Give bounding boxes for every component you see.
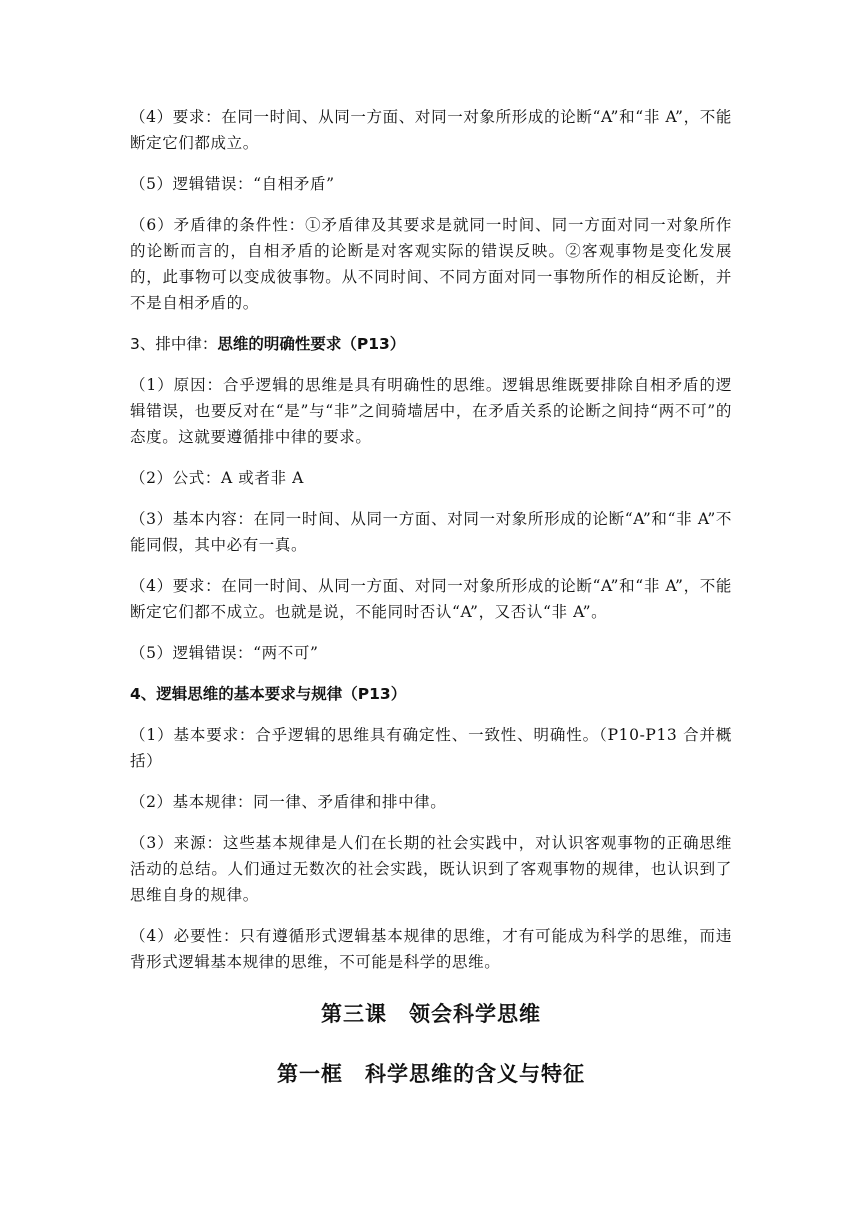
section-heading-3-number: 3、排中律： — [130, 335, 218, 353]
section-heading-3 — [130, 331, 732, 357]
paragraph-necessity-4: （4）必要性：只有遵循形式逻辑基本规律的思维，才有可能成为科学的思维，而违背形式逻辑基本规律的思维，不可能是科学的思维。 — [130, 927, 732, 971]
paragraph-formula-2: （2）公式：A 或者非 A — [130, 469, 304, 487]
paragraph-reason-1: （1）原因：合乎逻辑的思维是具有明确性的思维。逻辑思维既要排除自相矛盾的逻辑错误，也要反对在“是”与“非”之间骑墙居中，在矛盾关系的论断之间持“两不可”的态度。这就要遵循排中律的要求。 — [130, 376, 732, 446]
section-heading-3-text: 思维的明确性要求（P13） — [217, 335, 406, 353]
paragraph-basic-requirement-1: （1）基本要求：合乎逻辑的思维具有确定性、一致性、明确性。（P10-P13 合并概括） — [130, 726, 732, 770]
section-heading-4-text: 4、逻辑思维的基本要求与规律（P13） — [130, 685, 407, 703]
paragraph-logic-error-5: （5）逻辑错误：“自相矛盾” — [130, 175, 335, 193]
paragraph-requirement-4: （4）要求：在同一时间、从同一方面、对同一对象所形成的论断“A”和“非 A”，不能断定它们都成立。 — [130, 108, 732, 152]
paragraph-content-3: （3）基本内容：在同一时间、从同一方面、对同一对象所形成的论断“A”和“非 A”不能同假，其中必有一真。 — [130, 510, 732, 554]
section-heading-4 — [130, 681, 732, 707]
paragraph-requirement-4b: （4）要求：在同一时间、从同一方面、对同一对象所形成的论断“A”和“非 A”，不能断定它们都不成立。也就是说，不能同时否认“A”，又否认“非 A”。 — [130, 577, 732, 621]
paragraph-source-3: （3）来源：这些基本规律是人们在长期的社会实践中，对认识客观事物的正确思维活动的总结。人们通过无数次的社会实践，既认识到了客观事物的规律，也认识到了思维自身的规律。 — [130, 834, 732, 904]
paragraph-conditionality-6: （6）矛盾律的条件性：①矛盾律及其要求是就同一时间、同一方面对同一对象所作的论断而言的，自相矛盾的论断是对客观实际的错误反映。②客观事物是变化发展的，此事物可以变成彼事物。从不同时间、不同方面对同一事物所作的相反论断，并不是自相矛盾的。 — [130, 216, 732, 312]
frame-title: 第一框 科学思维的含义与特征 — [277, 1062, 585, 1086]
paragraph-basic-law-2: （2）基本规律：同一律、矛盾律和排中律。 — [130, 793, 447, 811]
paragraph-logic-error-5b: （5）逻辑错误：“两不可” — [130, 644, 319, 662]
lesson-title: 第三课 领会科学思维 — [321, 1002, 541, 1026]
